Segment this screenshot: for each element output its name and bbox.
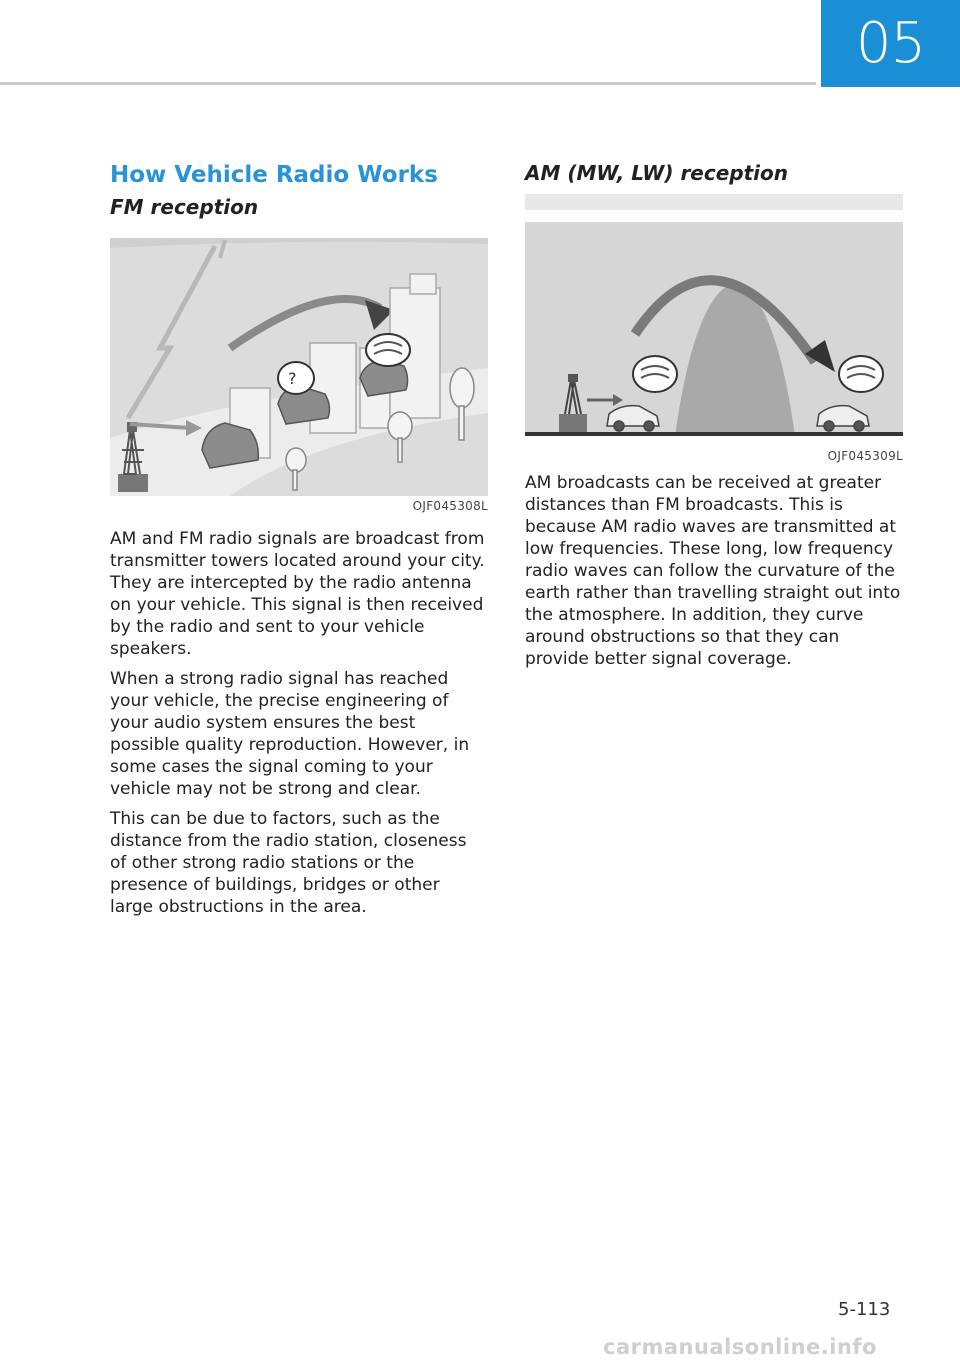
chapter-tab: 05 <box>821 0 960 87</box>
header-rule <box>0 82 816 85</box>
am-body <box>525 472 903 670</box>
fm-body <box>110 528 488 918</box>
paragraph: When a strong radio signal has reached your vehicle, the precise engineering of your audio system ensures the best possible quality reproduction. However, in some cases the signal coming to your vehicle may not be strong and clear. <box>110 669 470 799</box>
paragraph: AM and FM radio signals are broadcast from transmitter towers located around your city. They are intercepted by the radio antenna on your vehicle. This signal is then received by the radio and sent to your vehicle speakers. <box>110 529 485 659</box>
left-column <box>110 158 488 926</box>
section-title: How Vehicle Radio Works <box>110 162 438 188</box>
am-reception-title: AM (MW, LW) reception <box>525 161 788 185</box>
am-reception-figure <box>525 194 903 446</box>
page-number: 5-113 <box>838 1299 891 1320</box>
fm-reception-title: FM reception <box>110 195 259 219</box>
am-illustration <box>525 194 903 446</box>
paragraph: This can be due to factors, such as the distance from the radio station, closeness of other strong radio stations or the presence of buildings, bridges or other large obstructions in the area. <box>110 809 467 917</box>
speech-bubble-static-icon <box>278 362 314 394</box>
speech-bubble-clear-icon <box>366 334 410 366</box>
paragraph: AM broadcasts can be received at greater distances than FM broadcasts. This is because AM radio waves are transmitted at low frequencies. These long, low frequency radio waves can follow the curvature of the earth rather than travelling straight out into the atmosphere. In addition, they curve around obstructions so that they can provide better signal coverage. <box>525 473 901 669</box>
svg-text:?: ? <box>288 369 297 388</box>
right-column <box>525 158 903 678</box>
fm-figure-code: OJF045308L <box>412 499 488 513</box>
fm-illustration <box>110 238 488 496</box>
fm-reception-figure <box>110 238 488 496</box>
am-figure-code: OJF045309L <box>827 449 903 463</box>
watermark-link[interactable]: carmanualsonline.info <box>603 1335 877 1359</box>
